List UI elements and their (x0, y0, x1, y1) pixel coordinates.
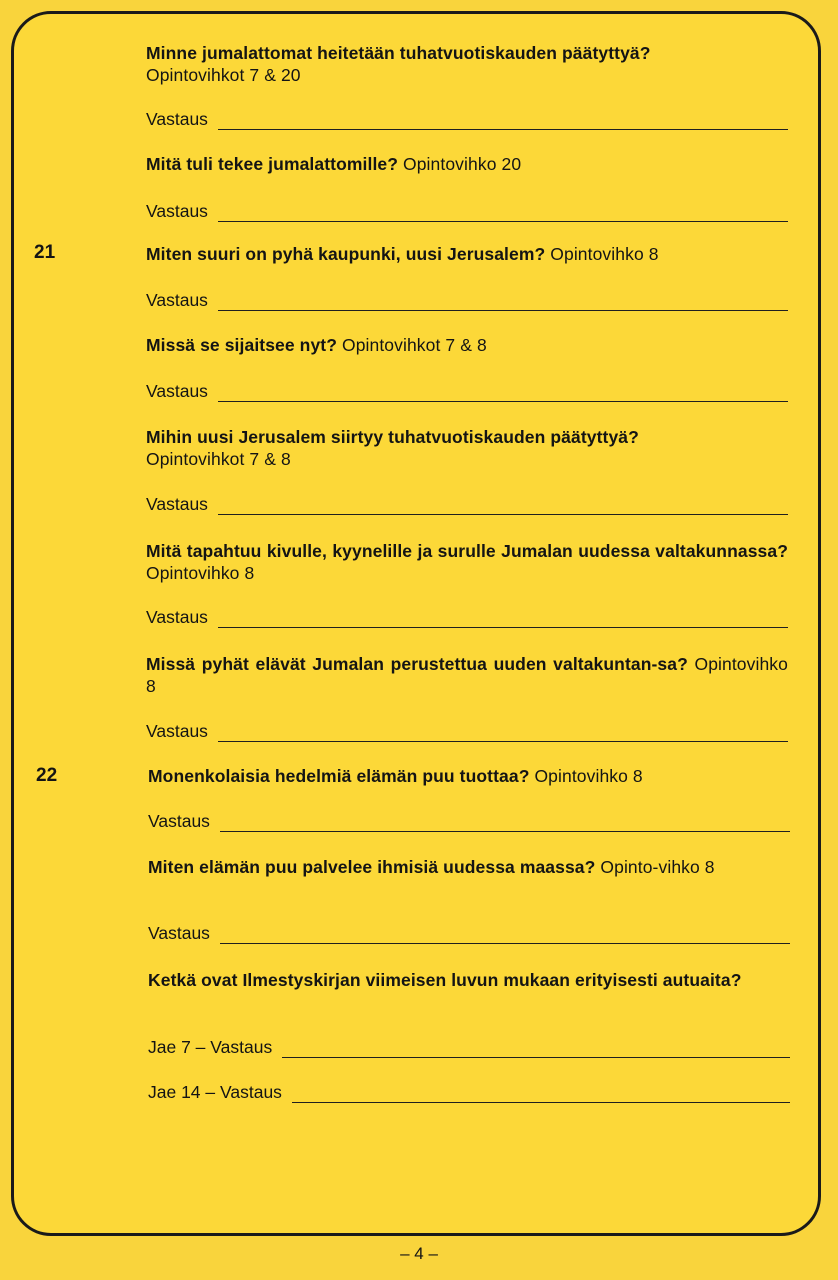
answer-row-8 (148, 810, 790, 832)
answer-label: Vastaus (146, 109, 208, 129)
answer-line[interactable] (218, 613, 788, 628)
question-6 (146, 540, 788, 584)
question-text: Mihin uusi Jerusalem siirtyy tuhatvuotiskauden päätyttyä? (146, 427, 639, 447)
answer-row-2 (146, 200, 788, 222)
answer-label: Vastaus (146, 201, 208, 221)
answer-row-4 (146, 380, 788, 402)
answer-row-7 (146, 720, 788, 742)
answer-line[interactable] (218, 296, 788, 311)
question-text: Miten suuri on pyhä kaupunki, uusi Jerusalem? (146, 244, 546, 264)
answer-line[interactable] (292, 1088, 790, 1103)
question-5 (146, 426, 788, 470)
answer-row-5 (146, 493, 788, 515)
question-text: Mitä tuli tekee jumalattomille? (146, 154, 399, 174)
answer-line[interactable] (218, 387, 788, 402)
question-1 (146, 42, 788, 86)
question-text: Monenkolaisia hedelmiä elämän puu tuottaa? (148, 766, 530, 786)
answer-label: Vastaus (146, 290, 208, 310)
question-8 (148, 765, 790, 787)
question-group-number-21: 21 (34, 242, 56, 263)
answer-label: Vastaus (146, 494, 208, 514)
question-10 (148, 969, 790, 991)
answer-row-3 (146, 289, 788, 311)
question-9 (148, 856, 790, 878)
answer-label: Vastaus (146, 381, 208, 401)
answer-label: Vastaus (148, 811, 210, 831)
verse-answer-label: Jae 7 – Vastaus (148, 1037, 273, 1057)
answer-line[interactable] (218, 115, 788, 130)
verse-answer-label: Jae 14 – Vastaus (148, 1082, 282, 1102)
question-reference: Opintovihkot 7 & 20 (146, 65, 301, 85)
answer-row-jae-14 (148, 1081, 790, 1103)
answer-label: Vastaus (146, 607, 208, 627)
question-reference: Opintovihko 8 (146, 654, 788, 696)
answer-row-6 (146, 606, 788, 628)
page-number: – 4 – (400, 1244, 438, 1263)
question-group-number-22: 22 (36, 765, 58, 786)
question-3 (146, 243, 788, 265)
answer-label: Vastaus (146, 721, 208, 741)
question-reference: Opintovihko 8 (545, 244, 659, 264)
question-7 (146, 653, 788, 697)
question-text: Missä se sijaitsee nyt? (146, 335, 338, 355)
answer-label: Vastaus (148, 923, 210, 943)
question-reference: Opintovihkot 7 & 8 (146, 449, 291, 469)
question-reference: Opintovihkot 7 & 8 (337, 335, 487, 355)
answer-row-9 (148, 922, 790, 944)
question-reference: Opintovihko 20 (398, 154, 522, 174)
answer-line[interactable] (220, 929, 790, 944)
question-2 (146, 153, 788, 175)
question-reference: Opintovihko 8 (146, 563, 255, 583)
answer-row-jae-7 (148, 1036, 790, 1058)
question-reference: Opintovihko 8 (529, 766, 643, 786)
answer-line[interactable] (220, 817, 790, 832)
answer-line[interactable] (282, 1043, 790, 1058)
answer-row-1 (146, 108, 788, 130)
answer-line[interactable] (218, 727, 788, 742)
question-text: Minne jumalattomat heitetään tuhatvuotiskauden päätyttyä? (146, 43, 651, 63)
question-text: Miten elämän puu palvelee ihmisiä uudessa maassa? (148, 857, 596, 877)
answer-line[interactable] (218, 500, 788, 515)
question-4 (146, 334, 788, 356)
question-text: Mitä tapahtuu kivulle, kyynelille ja surulle Jumalan uudessa valtakunnassa? (146, 541, 788, 561)
answer-line[interactable] (218, 207, 788, 222)
question-text: Ketkä ovat Ilmestyskirjan viimeisen luvun mukaan erityisesti autuaita? (148, 970, 742, 990)
question-text: Missä pyhät elävät Jumalan perustettua uuden valtakuntan-sa? (146, 654, 688, 674)
question-reference: Opinto-vihko 8 (595, 857, 715, 877)
